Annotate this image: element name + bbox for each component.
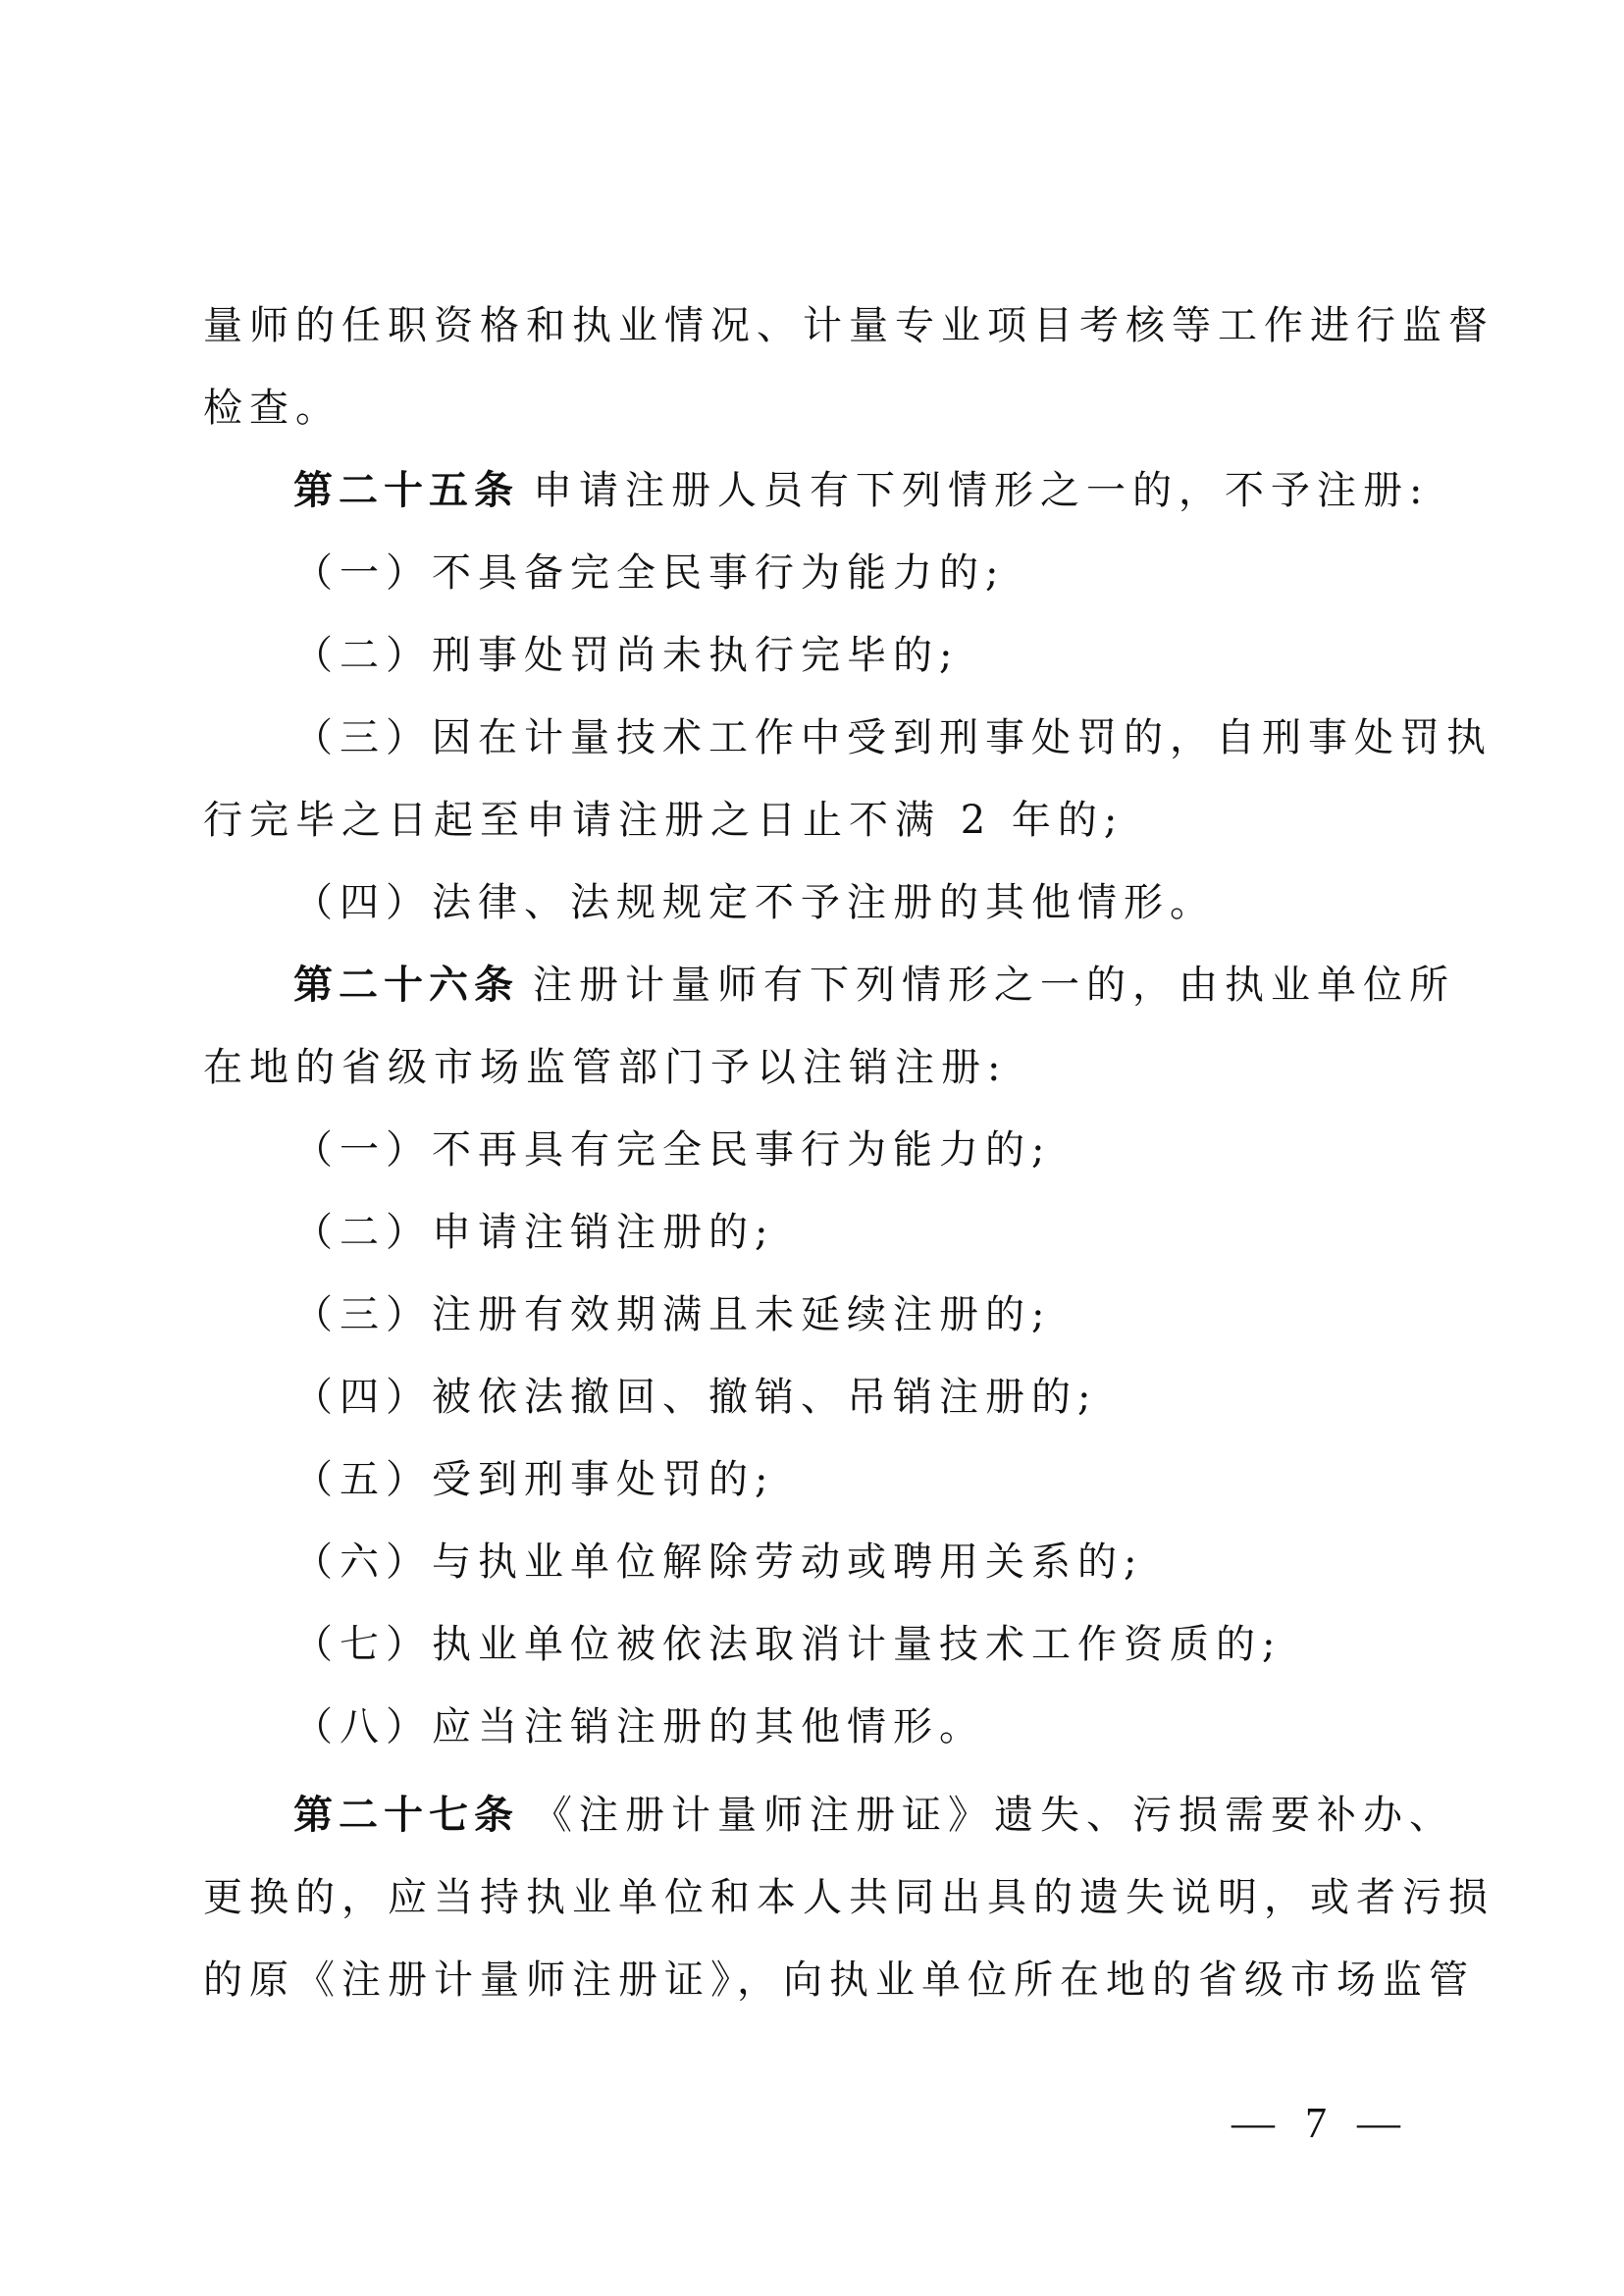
article-text: 注册计量师有下列情形之一的，由执业单位所 — [533, 963, 1455, 1008]
list-item: （二）申请注销注册的; — [293, 1210, 775, 1255]
article-25 — [203, 449, 1430, 532]
page-number: — 7 — — [1231, 2099, 1410, 2147]
paragraph-line: 量师的任职资格和执业情况、计量专业项目考核等工作进行监督 — [203, 303, 1494, 348]
list-item: （四）法律、法规规定不予注册的其他情形。 — [293, 880, 1216, 925]
list-item: （三）因在计量技术工作中受到刑事处罚的，自刑事处罚执 — [293, 715, 1493, 760]
article-text-continuation: 的原《注册计量师注册证》，向执业单位所在地的省级市场监管 — [203, 1957, 1475, 2003]
list-item: （五）受到刑事处罚的; — [293, 1457, 775, 1502]
article-26 — [203, 944, 1455, 1026]
article-heading: 第二十七条 — [293, 1792, 519, 1838]
article-text-continuation: 更换的，应当持执业单位和本人共同出具的遗失说明，或者污损 — [203, 1875, 1494, 1920]
list-item: （二）刑事处罚尚未执行完毕的; — [293, 633, 960, 678]
article-heading: 第二十六条 — [293, 962, 519, 1008]
article-27 — [203, 1774, 1455, 1856]
body-text — [203, 285, 1494, 2021]
article-text: 申请注册人员有下列情形之一的，不予注册: — [533, 468, 1430, 513]
article-text: 《注册计量师注册证》遗失、污损需要补办、 — [533, 1793, 1455, 1838]
list-item: （一）不再具有完全民事行为能力的; — [293, 1127, 1052, 1173]
article-heading: 第二十五条 — [293, 467, 519, 513]
list-item: （四）被依法撤回、撤销、吊销注册的; — [293, 1375, 1098, 1420]
list-item: （三）注册有效期满且未延续注册的; — [293, 1292, 1052, 1337]
list-item: （八）应当注销注册的其他情形。 — [293, 1704, 985, 1749]
list-item: （一）不具备完全民事行为能力的; — [293, 550, 1006, 596]
list-item: （七）执业单位被依法取消计量技术工作资质的; — [293, 1622, 1283, 1667]
list-item: （六）与执业单位解除劳动或聘用关系的; — [293, 1539, 1144, 1585]
list-item-continuation: 行完毕之日起至申请注册之日止不满 2 年的; — [203, 798, 1125, 843]
paragraph-line: 检查。 — [203, 386, 341, 431]
article-text-continuation: 在地的省级市场监管部门予以注销注册: — [203, 1045, 1008, 1090]
